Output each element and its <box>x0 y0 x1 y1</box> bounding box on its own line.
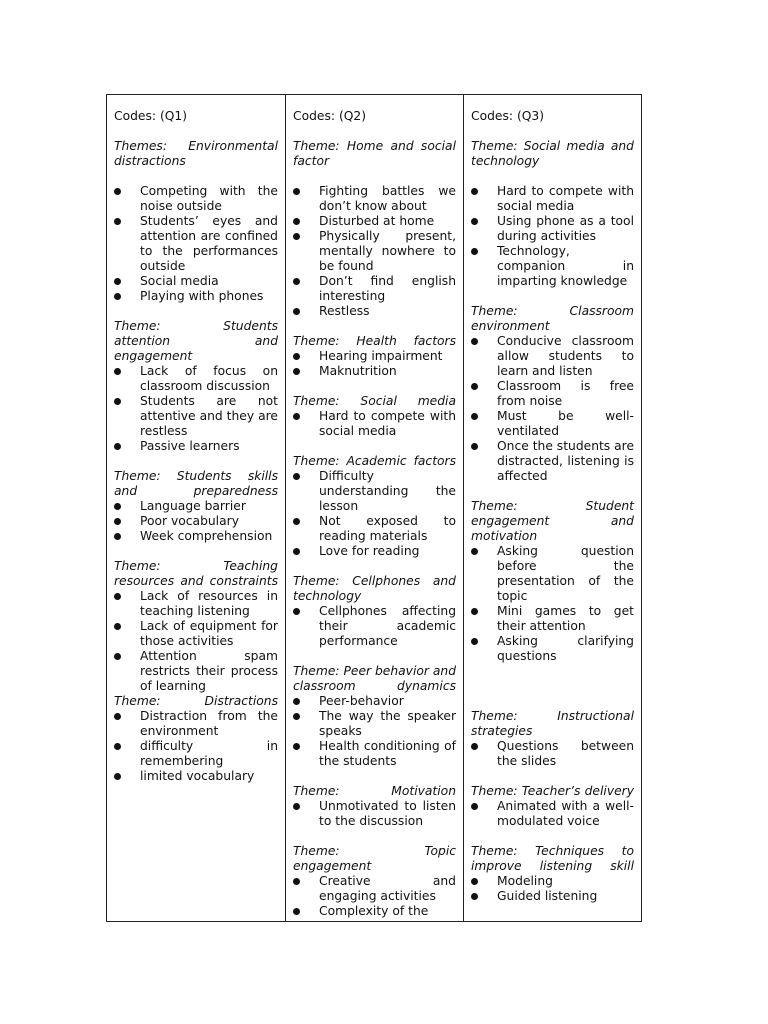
bullet-icon <box>114 713 121 720</box>
bullet-list <box>114 184 278 304</box>
bullet-list <box>293 349 456 379</box>
theme-heading: Theme: Instructional strategies <box>471 709 634 738</box>
bullet-icon <box>471 608 478 615</box>
bullet-item <box>114 394 278 439</box>
bullet-icon <box>471 893 478 900</box>
bullet-item <box>114 589 278 619</box>
bullet-icon <box>114 293 121 300</box>
bullet-item <box>114 439 278 454</box>
bullet-text: Peer-behavior <box>319 694 404 708</box>
bullet-icon <box>114 518 121 525</box>
bullet-icon <box>471 218 478 225</box>
bullet-icon <box>293 803 300 810</box>
bullet-text: Physically present, mentally nowhere to be found <box>319 229 456 273</box>
bullet-item <box>114 274 278 289</box>
bullet-list <box>293 604 456 649</box>
bullet-icon <box>471 188 478 195</box>
bullet-item <box>471 409 634 439</box>
bullet-item <box>114 499 278 514</box>
bullet-icon <box>114 398 121 405</box>
bullet-icon <box>293 713 300 720</box>
bullet-text: Language barrier <box>140 499 246 513</box>
theme-heading: Theme: Home and social factor <box>293 139 456 168</box>
bullet-icon <box>114 218 121 225</box>
bullet-item <box>293 214 456 229</box>
bullet-text: Cellphones affecting their academic performance <box>319 604 456 648</box>
bullet-item <box>293 364 456 379</box>
theme-heading: Theme: Academic factors <box>293 454 456 468</box>
bullet-text: Guided listening <box>497 889 598 903</box>
column-q1 <box>107 95 285 921</box>
bullet-text: Poor vocabulary <box>140 514 239 528</box>
bullet-text: Students are not attentive and they are restless <box>140 394 278 438</box>
bullet-text: Difficulty understanding the lesson <box>319 469 456 513</box>
bullet-item <box>293 229 456 274</box>
bullet-text: Animated with a well-modulated voice <box>497 799 634 828</box>
codes-table <box>106 94 642 922</box>
bullet-text: Questions between the slides <box>497 739 634 768</box>
bullet-item <box>114 289 278 304</box>
bullet-text: Modeling <box>497 874 553 888</box>
theme-heading: Theme: Motivation <box>293 784 456 798</box>
bullet-list <box>293 799 456 829</box>
bullet-list <box>293 694 456 769</box>
bullet-icon <box>293 878 300 885</box>
theme-heading: Themes: Environmental distractions <box>114 139 278 168</box>
bullet-icon <box>471 248 478 255</box>
bullet-text: Asking question before the presentation of the topic <box>497 544 634 603</box>
bullet-text: Restless <box>319 304 370 318</box>
bullet-item <box>293 799 456 829</box>
bullet-icon <box>293 473 300 480</box>
bullet-text: difficulty in remembering <box>140 739 278 768</box>
bullet-icon <box>114 188 121 195</box>
bullet-item <box>114 364 278 394</box>
bullet-list <box>471 334 634 484</box>
bullet-icon <box>114 368 121 375</box>
theme-heading: Theme: Students skills and preparedness <box>114 469 278 498</box>
bullet-item <box>471 439 634 484</box>
bullet-text: Passive learners <box>140 439 240 453</box>
bullet-icon <box>114 773 121 780</box>
bullet-text: The way the speaker speaks <box>319 709 456 738</box>
bullet-icon <box>114 623 121 630</box>
bullet-icon <box>114 743 121 750</box>
bullet-text: Complexity of the <box>319 904 429 918</box>
bullet-text: Don’t find english interesting <box>319 274 456 303</box>
bullet-item <box>293 409 456 439</box>
bullet-text: Classroom is free from noise <box>497 379 634 408</box>
bullet-item <box>293 514 456 544</box>
theme-heading: Theme: Students attention and engagement <box>114 319 278 363</box>
bullet-icon <box>471 878 478 885</box>
bullet-icon <box>471 743 478 750</box>
theme-heading: Theme: Social media <box>293 394 456 408</box>
bullet-item <box>293 469 456 514</box>
bullet-text: Love for reading <box>319 544 420 558</box>
bullet-text: Lack of resources in teaching listening <box>140 589 278 618</box>
theme-heading: Theme: Teaching resources and constraints <box>114 559 278 588</box>
bullet-icon <box>114 533 121 540</box>
bullet-icon <box>293 413 300 420</box>
bullet-text: Not exposed to reading materials <box>319 514 456 543</box>
bullet-text: Technology, companion in imparting knowledge <box>497 244 634 288</box>
bullet-text: Social media <box>140 274 219 288</box>
theme-heading: Theme: Classroom environment <box>471 304 634 333</box>
column-q3 <box>463 95 641 921</box>
bullet-text: Hearing impairment <box>319 349 443 363</box>
bullet-text: Health conditioning of the students <box>319 739 456 768</box>
bullet-item <box>293 604 456 649</box>
bullet-item <box>471 214 634 244</box>
bullet-icon <box>114 278 121 285</box>
bullet-icon <box>293 308 300 315</box>
bullet-item <box>293 349 456 364</box>
bullet-item <box>471 334 634 379</box>
bullet-list <box>114 499 278 544</box>
theme-heading: Theme: Cellphones and technology <box>293 574 456 603</box>
bullet-icon <box>293 278 300 285</box>
bullet-icon <box>293 218 300 225</box>
column-header: Codes: (Q3) <box>471 109 545 123</box>
bullet-text: Maknutrition <box>319 364 397 378</box>
bullet-icon <box>114 593 121 600</box>
bullet-text: Attention spam restricts their process of learning <box>140 649 278 693</box>
bullet-icon <box>293 698 300 705</box>
bullet-text: Distraction from the environment <box>140 709 278 738</box>
bullet-text: Hard to compete with social media <box>319 409 456 438</box>
bullet-text: Lack of equipment for those activities <box>140 619 278 648</box>
bullet-item <box>471 874 634 889</box>
bullet-text: Using phone as a tool during activities <box>497 214 634 243</box>
bullet-icon <box>471 443 478 450</box>
bullet-list <box>471 874 634 904</box>
bullet-item <box>114 769 278 784</box>
bullet-icon <box>114 503 121 510</box>
bullet-item <box>114 739 278 769</box>
theme-heading: Theme: Health factors <box>293 334 456 348</box>
bullet-list <box>293 184 456 319</box>
bullet-item <box>293 904 456 919</box>
bullet-text: Lack of focus on classroom discussion <box>140 364 278 393</box>
column-header: Codes: (Q2) <box>293 109 367 123</box>
bullet-item <box>293 709 456 739</box>
bullet-text: Competing with the noise outside <box>140 184 278 213</box>
bullet-icon <box>114 653 121 660</box>
bullet-item <box>471 544 634 604</box>
bullet-text: Creative and engaging activities <box>319 874 456 903</box>
bullet-item <box>293 544 456 559</box>
bullet-item <box>293 739 456 769</box>
bullet-item <box>471 244 634 289</box>
bullet-icon <box>471 638 478 645</box>
bullet-text: Unmotivated to listen to the discussion <box>319 799 456 828</box>
bullet-icon <box>293 353 300 360</box>
bullet-text: Playing with phones <box>140 289 264 303</box>
bullet-item <box>293 274 456 304</box>
theme-heading: Theme: Social media and technology <box>471 139 634 168</box>
bullet-item <box>471 604 634 634</box>
bullet-list <box>471 184 634 289</box>
bullet-item <box>114 184 278 214</box>
theme-heading: Theme: Peer behavior and classroom dynamics <box>293 664 456 693</box>
bullet-icon <box>293 608 300 615</box>
bullet-item <box>114 619 278 649</box>
bullet-item <box>293 304 456 319</box>
column-header: Codes: (Q1) <box>114 109 188 123</box>
bullet-text: Week comprehension <box>140 529 273 543</box>
bullet-item <box>114 214 278 274</box>
bullet-item <box>471 739 634 769</box>
bullet-icon <box>293 368 300 375</box>
bullet-item <box>293 874 456 904</box>
bullet-icon <box>293 548 300 555</box>
bullet-item <box>114 649 278 694</box>
theme-heading: Theme: Teacher’s delivery <box>471 784 634 798</box>
bullet-item <box>471 889 634 904</box>
bullet-text: Mini games to get their attention <box>497 604 634 633</box>
bullet-text: Hard to compete with social media <box>497 184 634 213</box>
column-q2 <box>285 95 463 921</box>
bullet-icon <box>471 548 478 555</box>
bullet-icon <box>471 338 478 345</box>
bullet-item <box>471 184 634 214</box>
bullet-text: Asking clarifying questions <box>497 634 634 663</box>
theme-heading: Theme: Student engagement and motivation <box>471 499 634 543</box>
bullet-item <box>114 709 278 739</box>
bullet-list <box>293 469 456 559</box>
bullet-icon <box>471 803 478 810</box>
bullet-item <box>471 379 634 409</box>
bullet-list <box>114 589 278 694</box>
theme-heading: Theme: Techniques to improve listening skill <box>471 844 634 873</box>
bullet-item <box>293 694 456 709</box>
bullet-list <box>471 544 634 664</box>
bullet-icon <box>114 443 121 450</box>
bullet-item <box>471 634 634 664</box>
bullet-list <box>471 739 634 769</box>
bullet-item <box>114 514 278 529</box>
bullet-list <box>293 874 456 919</box>
bullet-text: Disturbed at home <box>319 214 435 228</box>
bullet-icon <box>293 188 300 195</box>
bullet-item <box>293 184 456 214</box>
theme-heading: Theme: Topic engagement <box>293 844 456 873</box>
theme-heading: Theme: Distractions <box>114 694 278 708</box>
bullet-icon <box>293 518 300 525</box>
bullet-text: Fighting battles we don’t know about <box>319 184 456 213</box>
bullet-list <box>293 409 456 439</box>
bullet-text: Conducive classroom allow students to learn and listen <box>497 334 634 378</box>
bullet-list <box>114 709 278 784</box>
bullet-text: Must be well-ventilated <box>497 409 634 438</box>
bullet-item <box>114 529 278 544</box>
bullet-list <box>471 799 634 829</box>
bullet-icon <box>471 383 478 390</box>
bullet-item <box>471 799 634 829</box>
bullet-text: limited vocabulary <box>140 769 255 783</box>
bullet-icon <box>293 908 300 915</box>
bullet-icon <box>471 413 478 420</box>
bullet-text: Once the students are distracted, listening is affected <box>497 439 635 483</box>
bullet-icon <box>293 743 300 750</box>
bullet-text: Students’ eyes and attention are confined to the performances outside <box>140 214 278 273</box>
bullet-list <box>114 364 278 454</box>
bullet-icon <box>293 233 300 240</box>
